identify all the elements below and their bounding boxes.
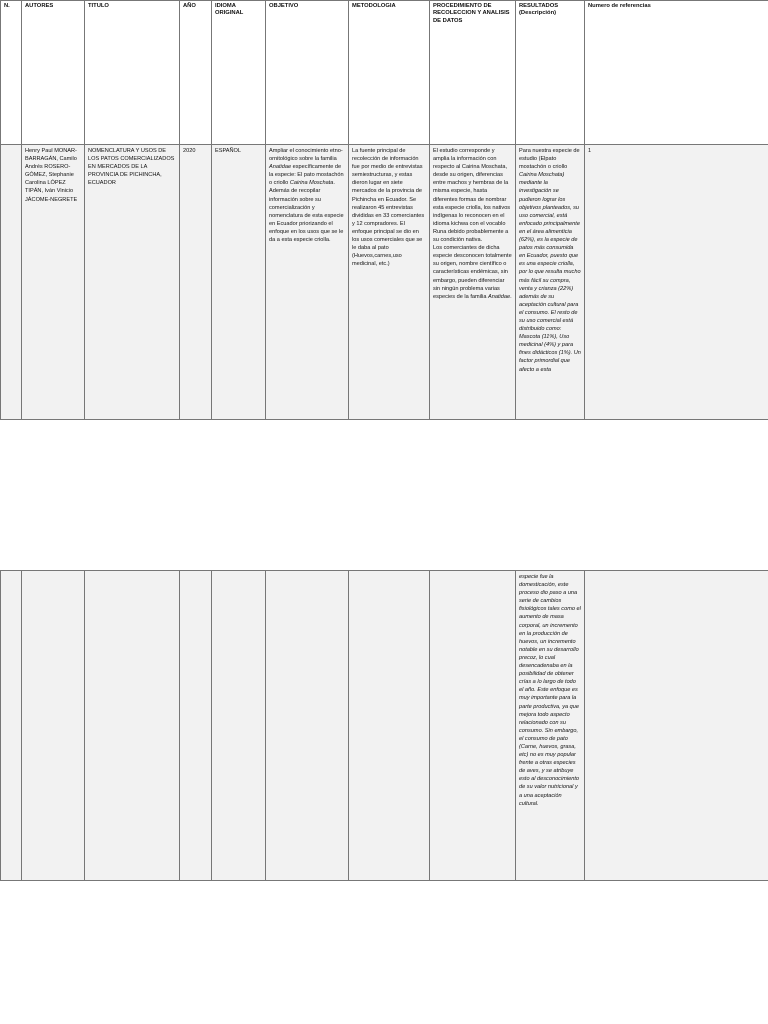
header-objetivo: OBJETIVO [266,1,349,145]
header-idioma: IDIOMA ORIGINAL [212,1,266,145]
literature-table-continued [0,570,768,881]
cell-anio: 2020 [180,145,212,420]
header-referencias: Numero de referencias [585,1,768,145]
literature-table [0,0,768,420]
header-anio: AÑO [180,1,212,145]
cell-anio-cont [180,571,212,881]
header-autores: AUTORES [22,1,85,145]
cell-resultados: Para nuestra especie de estudio (Elpato mostachón o criollo Cairina Moschata) mediante la investigación se pudieron lograr los objetivos planteados, su uso comercial, está enfocado principalmente en el área alimenticia (62%), es la especie de patos más consumida en Ecuador, puesto que es una especie criolla, por lo que resulta mucho más fácil su compra, venta y crianza (22%) además de su aceptación cultural para el consumo. El resto de su uso comercial está distribuido como: Mascota (11%), Uso medicinal (4%) y para fines didácticos (1%). Un factor primordial que afecto a esta [516,145,585,420]
cell-titulo-cont [85,571,180,881]
header-n: N. [1,1,22,145]
cell-titulo: NOMENCLATURA Y USOS DE LOS PATOS COMERCIALIZADOS EN MERCADOS DE LA PROVINCIA DE PICHINCHA, ECUADOR [85,145,180,420]
header-row [1,1,768,145]
cell-procedimiento-cont [430,571,516,881]
cell-metodologia: La fuente principal de recolección de información fue por medio de entrevistas semiestructuras, y estas dieron lugar en siete mercados de la provincia de Pichincha en Ecuador. Se realizaron 45 entrevistas divididas en 33 comerciantes y 12 compradores. El enfoque principal se dio en los usos comerciales que se le daba al pato (Huevos,carnes,uso medicinal, etc.) [349,145,430,420]
cell-objetivo: Ampliar el conocimiento etno-ornitológico sobre la familia Anatidae específicamente de la especie: El pato mostachón o criollo Cairina Moschata. Además de recopilar información sobre su comercialización y nomenclatura de esta especie en Ecuador priorizando el enfoque en los usos que se le da a esta especie criolla. [266,145,349,420]
cell-metodologia-cont [349,571,430,881]
cell-idioma-cont [212,571,266,881]
header-titulo: TITULO [85,1,180,145]
cell-procedimiento: El estudio corresponde y amplia la información con respecto al Cairina Moschata, desde su origen, diferencias entre machos y hembras de la misma especie, hasta diferentes formas de nombrar esta especie criolla, los nativos indígenas lo reconocen en el idioma kichwa con el vocablo Runa debido probablemente a su condición nativa. Los comerciantes de dicha especie desconocen totalmente su origen, nombre científico o características endémicas, sin embargo, pueden diferenciar sin ningún problema varias especies de la familia Anatidae. [430,145,516,420]
table-row [1,145,768,420]
header-procedimiento: PROCEDIMIENTO DE RECOLECCION Y ANALISIS DE DATOS [430,1,516,145]
cell-referencias: 1 [585,145,768,420]
cell-referencias-cont [585,571,768,881]
cell-autores-cont [22,571,85,881]
cell-autores: Henry Paul MONAR-BARRAGÁN, Camilo Andrés ROSERO-GÓMEZ, Stephanie Carolina LÓPEZ TIPÁN, Iván Vinicio JÁCOME-NEGRETE [22,145,85,420]
cell-n-cont [1,571,22,881]
header-resultados: RESULTADOS (Descripción) [516,1,585,145]
cell-idioma: ESPAÑOL [212,145,266,420]
cell-resultados-cont: especie fue la domesticación, este proceso dio paso a una serie de cambios fisiológicos tales como el aumento de masa corporal, un incremento en la producción de huevos, un incremento notable en su desarrollo precoz, lo cual desencadenaba en la posibilidad de obtener crías a lo largo de todo el año. Este enfoque es muy importante para la parte productiva, ya que mejora todo aspecto relacionado con su consumo. Sin embargo, el consumo de pato (Carne, huevos, grasa, etc) no es muy popular frente a otras especies de aves, y se atribuye esto al desconocimiento de su valor nutricional y a una aceptación cultural. [516,571,585,881]
header-metodologia: METODOLOGIA [349,1,430,145]
table-row-continued [1,571,768,881]
cell-objetivo-cont [266,571,349,881]
cell-n [1,145,22,420]
